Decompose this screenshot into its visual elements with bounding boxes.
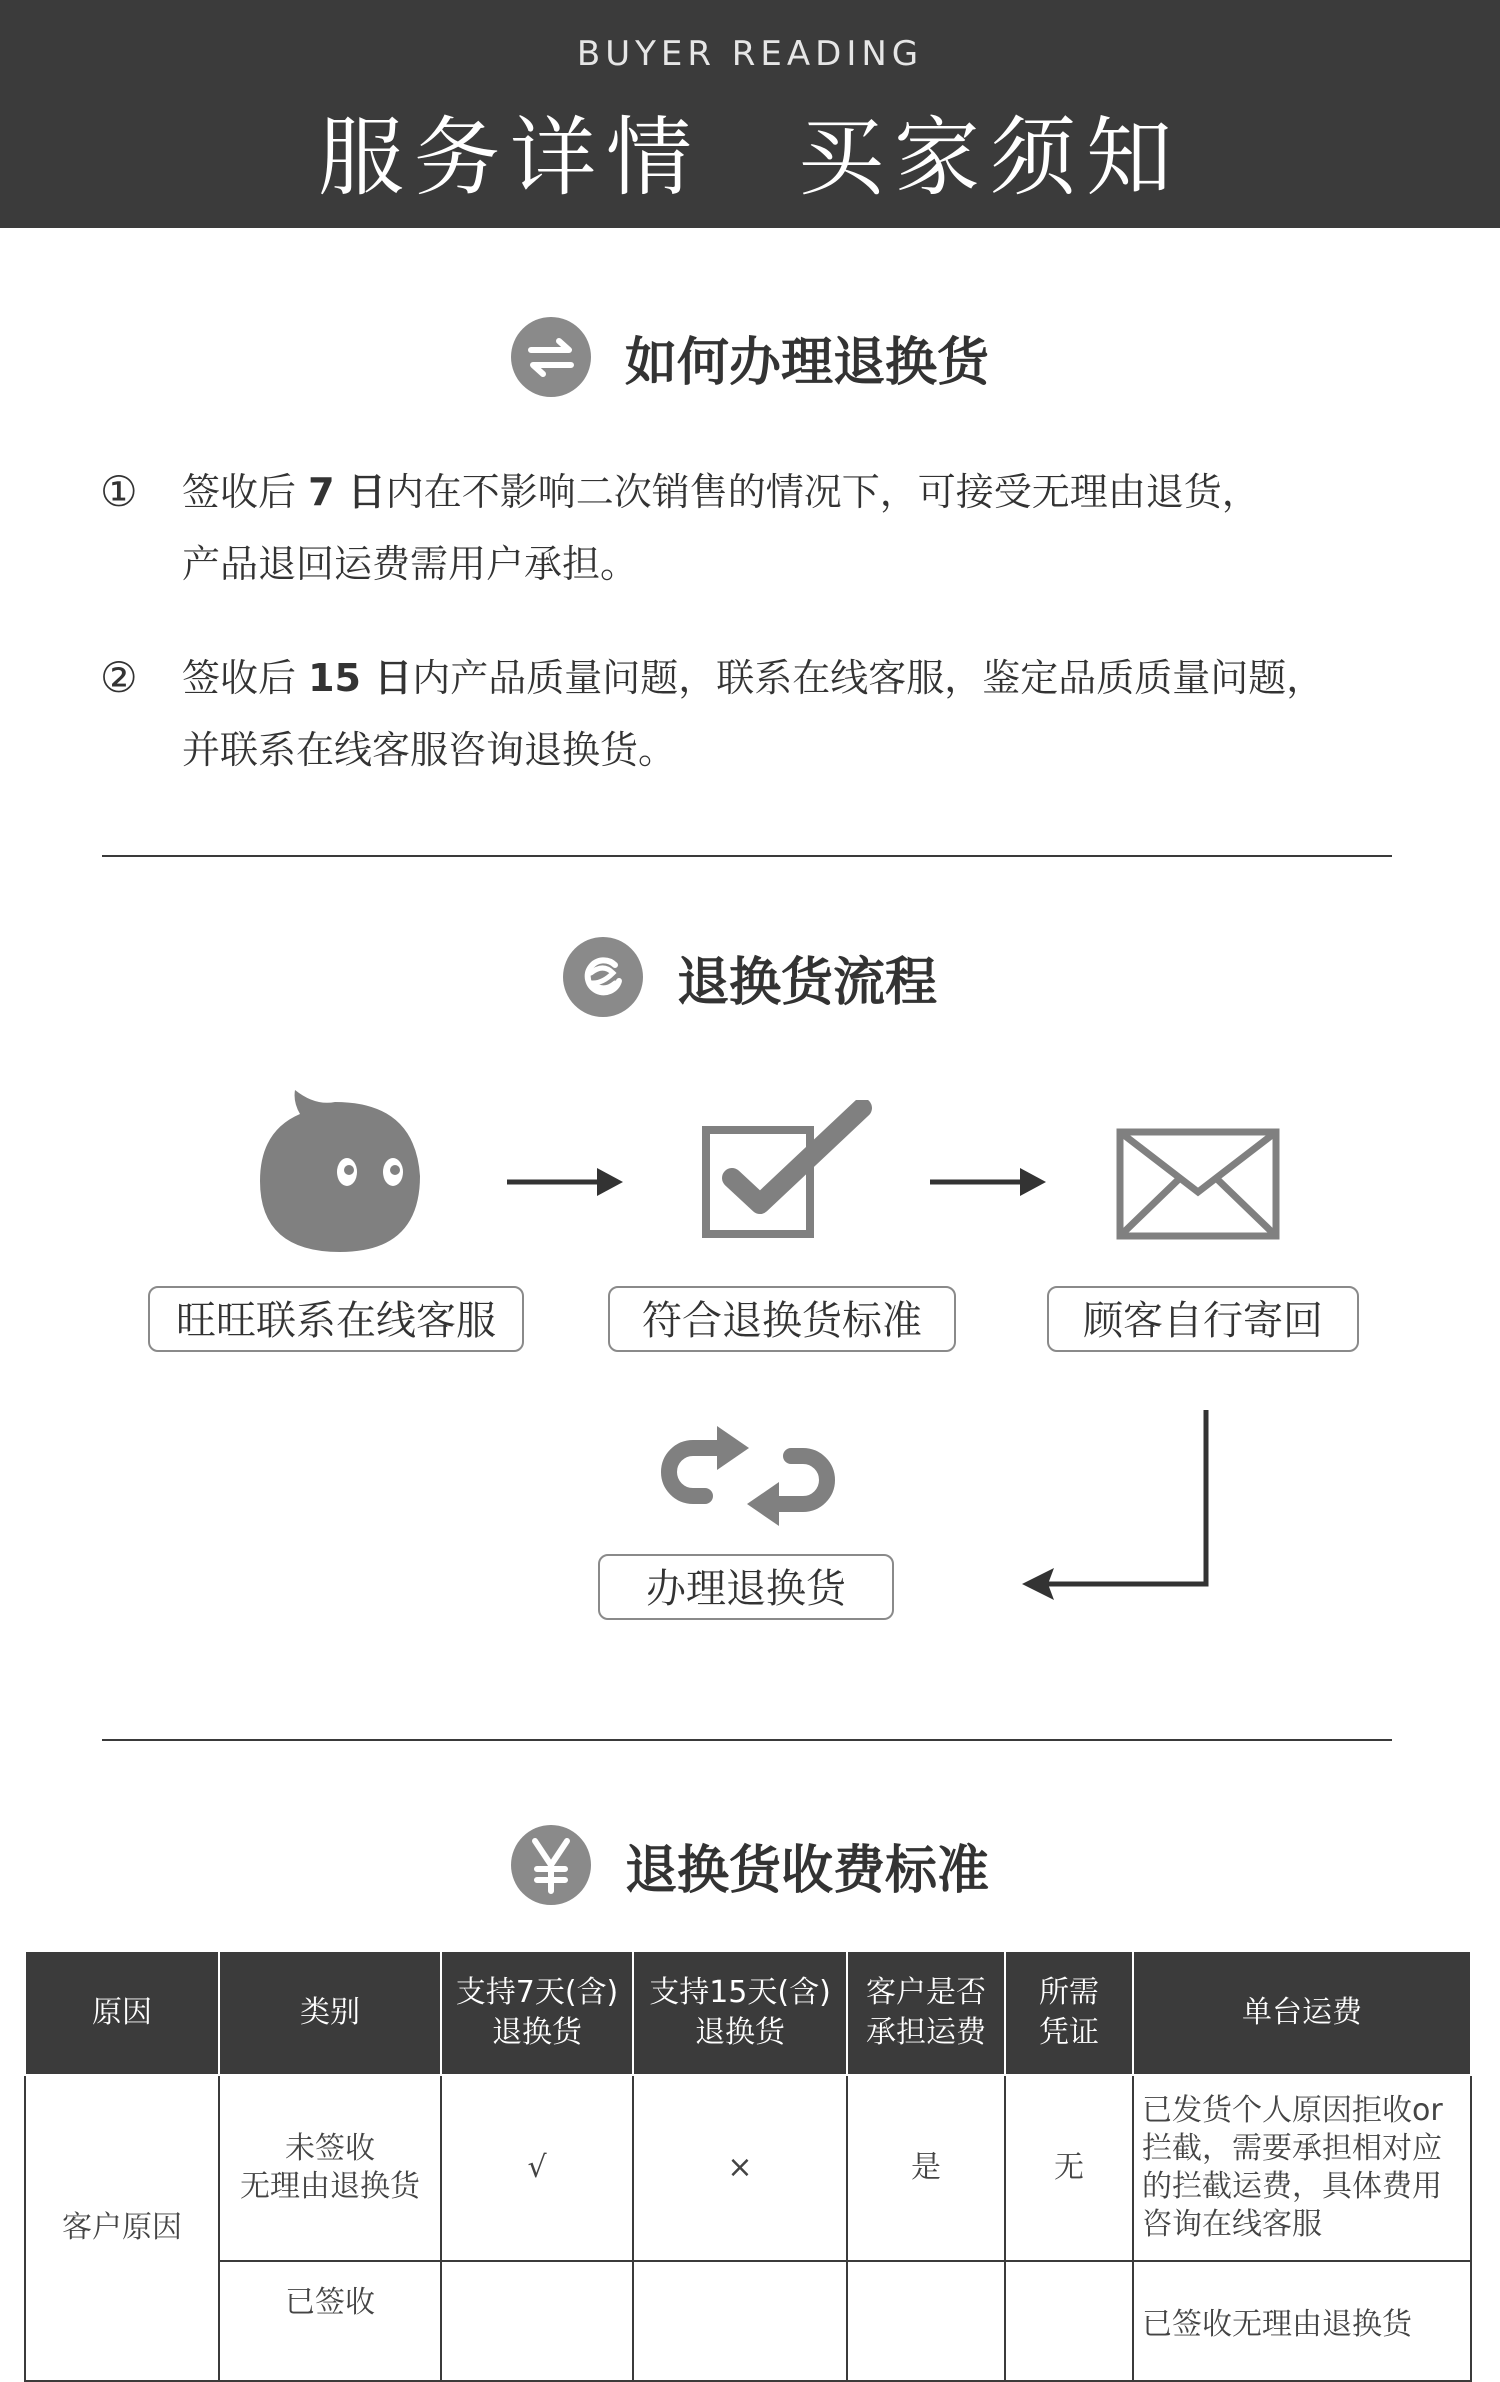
rule-item-2 xyxy=(100,642,1420,786)
table-cell-15days: × xyxy=(633,2075,847,2261)
table-cell-shipping: 已签收无理由退换货 xyxy=(1133,2261,1471,2381)
section-fee-standard xyxy=(0,1820,1500,1910)
page-header xyxy=(0,0,1500,228)
section-title-return-flow: 退换货流程 xyxy=(676,952,937,1013)
right-arrow-icon xyxy=(928,1162,1050,1206)
table-cell-customer-pays xyxy=(847,2261,1005,2381)
dollar-cycle-icon xyxy=(563,937,643,1017)
section-title-return-how: 如何办理退换货 xyxy=(624,332,989,393)
table-cell-proof: 无 xyxy=(1005,2075,1133,2261)
flow-step-send-back: 顾客自行寄回 xyxy=(1047,1286,1359,1352)
rule-number: ② xyxy=(100,653,138,702)
rule-days: 15 日 xyxy=(308,656,413,700)
table-header-cell: 类别 xyxy=(219,1951,441,2075)
table-cell-category: 未签收 无理由退换货 xyxy=(219,2075,441,2261)
envelope-icon xyxy=(1116,1128,1280,1244)
header-subtitle: BUYER READING xyxy=(576,34,924,74)
table-header-row xyxy=(25,1951,1471,2075)
table-cell-reason: 客户原因 xyxy=(25,2075,219,2381)
flow-step-contact: 旺旺联系在线客服 xyxy=(148,1286,524,1352)
rule-days: 7 日 xyxy=(308,470,386,514)
section-return-flow xyxy=(0,932,1500,1022)
flow-step-qualify: 符合退换货标准 xyxy=(608,1286,956,1352)
table-cell-15days xyxy=(633,2261,847,2381)
table-cell-shipping: 已发货个人原因拒收or拦截，需要承担相对应的拦截运费，具体费用咨询在线客服 xyxy=(1133,2075,1471,2261)
yen-icon xyxy=(511,1825,591,1905)
rule-text: 内产品质量问题，联系在线客服，鉴定品质质量问题， xyxy=(412,656,1325,700)
table-cell-category: 已签收 xyxy=(219,2261,441,2381)
table-header-cell: 单台运费 xyxy=(1133,1951,1471,2075)
section-return-how xyxy=(0,312,1500,402)
rule-item-1 xyxy=(100,456,1420,600)
rule-text: 签收后 xyxy=(182,470,309,514)
right-arrow-icon xyxy=(505,1162,627,1206)
table-header-cell: 客户是否 承担运费 xyxy=(847,1951,1005,2075)
table-header-cell: 原因 xyxy=(25,1951,219,2075)
table-row xyxy=(25,2261,1471,2381)
table-header-cell: 所需 凭证 xyxy=(1005,1951,1133,2075)
header-title: 服务详情 买家须知 xyxy=(318,108,1182,208)
flow-step-process: 办理退换货 xyxy=(598,1554,894,1620)
section-divider xyxy=(102,1739,1392,1741)
rule-number: ① xyxy=(100,467,138,516)
table-cell-7days: √ xyxy=(441,2075,633,2261)
section-divider xyxy=(102,855,1392,857)
wangwang-chat-icon xyxy=(255,1086,425,1256)
elbow-arrow-icon xyxy=(1010,1410,1230,1614)
table-cell-proof xyxy=(1005,2261,1133,2381)
checkbox-icon xyxy=(702,1100,872,1244)
section-title-fee-standard: 退换货收费标准 xyxy=(624,1840,989,1901)
table-row xyxy=(25,2075,1471,2261)
rule-text: 签收后 xyxy=(182,656,309,700)
rule-text: 并联系在线客服咨询退换货。 xyxy=(182,728,677,772)
table-cell-customer-pays: 是 xyxy=(847,2075,1005,2261)
table-header-cell: 支持7天(含) 退换货 xyxy=(441,1951,633,2075)
rule-text: 产品退回运费需用户承担。 xyxy=(182,542,639,586)
cycle-arrows-icon xyxy=(645,1422,851,1534)
table-cell-7days xyxy=(441,2261,633,2381)
exchange-arrows-icon xyxy=(511,317,591,397)
fee-table xyxy=(24,1950,1472,2382)
rule-text: 内在不影响二次销售的情况下，可接受无理由退货， xyxy=(385,470,1260,514)
table-header-cell: 支持15天(含) 退换货 xyxy=(633,1951,847,2075)
